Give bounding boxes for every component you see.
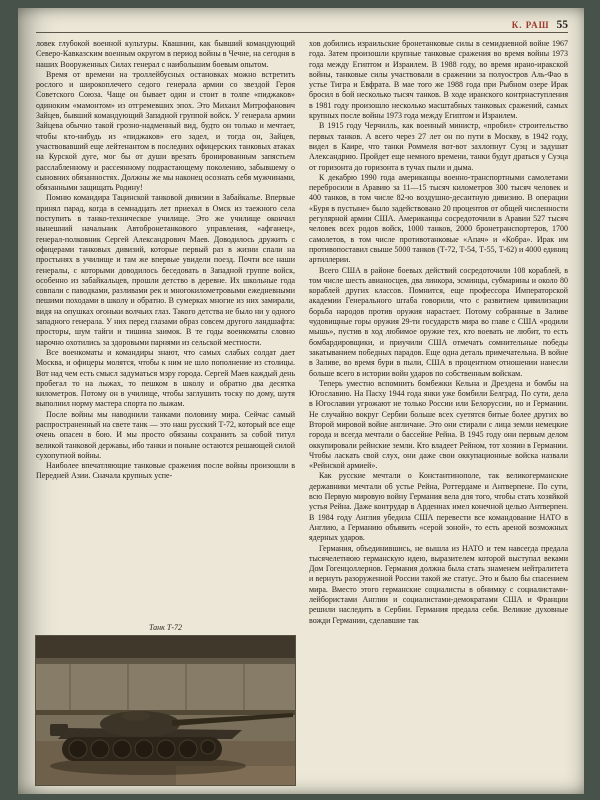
tank-photo — [36, 636, 295, 785]
paragraph: После войны мы наводнили танками половину мира. Сейчас самый распространенный на свете танк — это наш русский Т-72, который все еще очень опасен в бою. И мы просто обязаны сохранить за собой титул великой танковой державы, ибо танки и поныне остаются решающей силой сухопутной войны. — [36, 409, 295, 460]
paragraph: Помню командира Тацинской танковой дивизии в Забайкалье. Впервые принял парад, когда в семнадцать лет приехал в Омск из таежного села поступить в танко-техническое училище. Это же училище окончил нынешний начальник Автобронетанкового управления, «афганец», генерал-полковник Сергей Александрович Маев. Доводилось дружить с офицерами танковых дивизий, которые первый раз в жизни спали на простынях в училище и там же впервые увидели поезд. Почти все наши генералы, с которыми доводилось беседовать в Западной группе войск, особенно из забайкальцев, прошли детство в деревне. Их школьные года совпали с паводками, разливами рек и многокилометровыми ежедневными пешими походами в школу и обратно. В сумерках многие из них замирали, видя на опушках огоньки волчьих глаз. Такого детства не было ни у одного западного генерала. У них перед глазами образ совсем другого ландшафта: просторы, шум тайги и тишина заимок. В те годы военкоматы словно нарочно охотились за здоровыми парнями из сельской местности. — [36, 193, 295, 347]
photo-sepia-tint — [36, 636, 295, 785]
paragraph: Германия, объединившись, не вышла из НАТО и тем навсегда предала тысячелетнюю германскую идею, выразителем которой выступал веками Дом Гогенцоллернов. Германия должна была стать знаменем нейтралитета и вернуть разоруженной России такой же статус. Это и было бы спасением мира. Вместо этого германские социалисты в обнимку с социалистами-лейбористами Англии и социалистами-демократами США и Франции решили наследить в Сербии. Германия предала себя. Великие духовные вожди Германии, сделавшие так — [309, 543, 568, 625]
right-column-text — [309, 39, 568, 785]
page-header — [36, 15, 568, 33]
running-head-author: К. РАШ — [511, 20, 550, 30]
paragraph: Все военкоматы и командиры знают, что самых слабых солдат дает Москва, и офицеры молятся, чтобы к ним не шло пополнение из столицы. Вот над чем есть смысл задуматься мэру города. Сергей Маев каждый день пробегал то на лыжах, то пешком в школу и обратно два десятка километров. Потому он в училище, чтобы заглушить тоску по дому, шутя выполнил норму мастера спорта по лыжам. — [36, 347, 295, 409]
page-content — [36, 39, 568, 785]
paragraph: Всего США в районе боевых действий сосредоточили 108 кораблей, в том числе шесть авианосцев, два линкора, эсминцы, субмарины и около 80 кораблей других классов. Помнится, еще профессора Императорской академии Генерального штаба говорили, что с развитием цивилизации борьба народов против оружия нарастает. Потому собранные в Заливе чудовищные горы оружия 29-ти государств мира во главе с США «родили мышь», пустив в ход любимое оружие тех, кто воевать не любит, то есть бомбардировщики, и приучили США отмечать сомнительные победы закатыванием победных парадов. Еще одна деталь примечательна. В войне в Заливе, во время бури в пыли, США в процентном отношении нанесли больше всего в истории войн ударов по собственным войскам. — [309, 265, 568, 378]
scanned-book-page — [18, 8, 584, 794]
left-column — [36, 39, 295, 785]
paragraph: Наиболее впечатляющие танковые сражения после войны произошли в Передней Азии. Сначала крупных успе- — [36, 461, 295, 481]
left-column-text — [36, 39, 295, 621]
paragraph: ловек глубокой военной культуры. Квашнин, как бывший командующий Северо-Кавказским военным округом в период войны в Чечне, на сегодня в наших Вооруженных Силах генерал с наибольшим боевым опытом. — [36, 39, 295, 69]
paragraph: Теперь уместно вспомнить бомбежки Кельна и Дрездена и бомбы на Югославию. На Пасху 1944 года янки уже бомбили Белград. По сути, дела в Югославии угрожают не только России или Белоруссии, но и Германии. Не случайно вокруг Сербии больше всех суетятся битые более других во Второй мировой войне англичане. Это они стирали с лица земли немецкие города и всегда мечтали о бассейне Рейна. В 1945 году они первым делом оккупировали рейнские земли. Кто владеет Рейном, тот хозяин в Германии. Чтобы ласкать свой слух, они даже свои оккупационные войска назвали «Рейнской армией». — [309, 378, 568, 471]
paragraph: К декабрю 1990 года американцы военно-транспортными самолетами перебросили в Аравию за 11—15 тысяч километров 300 тысяч человек и 400 танков, в том числе 82-ю воздушно-десантную дивизию. В операции «Буря в пустыне» было задействовано 20 процентов от общей численности регулярной армии США. Американцы сосредоточили в Аравии 527 тысяч человек всех родов войск, 1000 танков, 2000 бронетранспортеров, 1700 самолетов, в том числе противотанковые «Апач» и «Кобра». Ирак им противопоставил свыше 5000 танков (Т-72, Т-54, Т-55, Т-62) и 4000 единиц артиллерии. — [309, 172, 568, 265]
photo-caption: Танк Т-72 — [149, 623, 182, 632]
right-column — [309, 39, 568, 785]
tank-photo-image — [36, 636, 295, 785]
paragraph: Как русские мечтали о Константинополе, так великогерманские державники мечтали об устье Рейна, Роттердаме и Антверпене. По сути, всю Первую мировую войну Германия вела для того, чтобы стать хозяйкой устья Рейна. Даже контрудар в Арденнах имел конечной целью Антверпен. В 1984 году Англия убедила США перевести все командование НАТО в Англию, а Германию объявить «серой зоной», то есть ареной возможных ядерных ударов. — [309, 471, 568, 543]
paragraph: В 1915 году Черчилль, как военный министр, «пробил» строительство первых танков. А всего через 27 лет он по пути в Москву, в 1942 году, видел в Каире, что танки Роммеля вот-вот захлопнут Суэц и задушат Александрию. Пройдет еще немного времени, танки будут драться у Суэца от горизонта до горизонта в тучах пыли и дыма. — [309, 121, 568, 172]
page-number: 55 — [556, 19, 568, 31]
paragraph: хов добились израильские бронетанковые силы в семидневной войне 1967 года. Затем произошли крупные танковые сражения во время войны 1973 года между Египтом и Израилем. В 1988 году, во время ирано-иракской войны, танковые силы участвовали в сражении за полуостров Аль-Фао в устье Тигра и Евфрата. В мае того же 1988 года при Рыбном озере Ирак бросил в бой несколько тысяч танков. В ходе иранского контрнаступления в 1981 году произошло несколько масштабных танковых сражений, самых крупных после войны 1973 года между Египтом и Израилем. — [309, 39, 568, 121]
paragraph: Время от времени на троллейбусных остановках можно встретить рослого и широкоплечего седого генерала армии со звездой Героя Советского Союза. Чаще он бывает один и стоит в толпе «пиджаков» одиноким «мамонтом» из отгремевших эпох. Это Михаил Митрофанович Зайцев, бывший командующий Западной группой войск. У генерала армии Зайцева обычно такой грозно-надменный вид, будто он только и мечтает, чтобы кто-нибудь из «пиджаков» его задел, и тогда он, Зайцев, участвовавший еще лейтенантом в последних офицерских танковых атаках на Курской дуге, мог бы от души врезать бронированным запястьем расслабленному и рассеянному подрастающему поколению, забывшему о сыновних обязанностях. Должны же мы наконец осознать себя мужчинами, обязанными защищать Родину! — [36, 69, 295, 193]
header-rule — [36, 32, 568, 33]
